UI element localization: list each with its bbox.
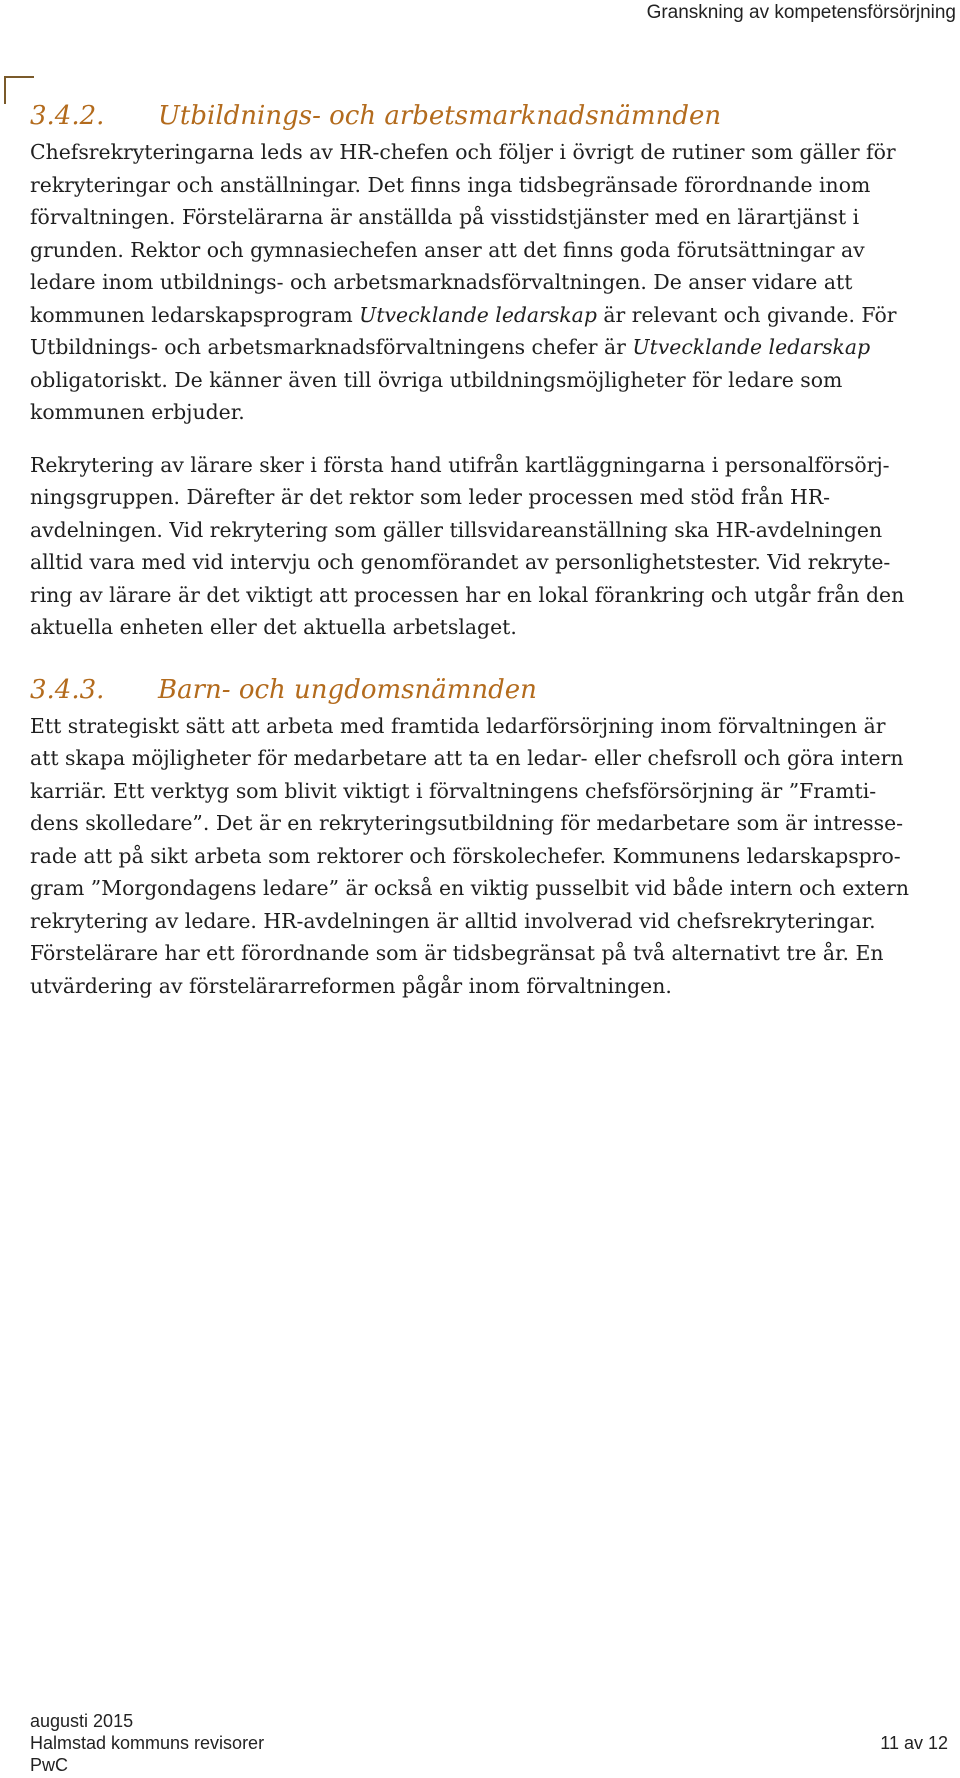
section-title: Utbildnings- och arbetsmarknadsnämnden [158,101,722,131]
text-line: grunden. Rektor och gymnasiechefen anser att det finns goda förutsättningar av [30,237,865,262]
text-line: kommunen erbjuder. [30,400,245,424]
text-line: gram ”Morgondagens ledare” är också en viktig pusselbit vid både intern och extern [30,876,909,900]
text-run: Utbildnings- och arbetsmarknadsförvaltningens chefer är [30,335,633,359]
footer-row [30,1732,948,1754]
text-line: rade att på sikt arbeta som rektorer och förskolechefer. Kommunens ledarskapspro- [30,843,901,868]
text-line: dens skolledare”. Det är en rekryteringsutbildning för medarbetare som är intresse- [30,811,904,835]
text-line: förvaltningen. Förstelärarna är anställda på visstidstjänster med en lärartjänst i [30,205,860,229]
text-line: Chefsrekryteringarna leds av HR-chefen och följer i övrigt de rutiner som gäller för [30,140,896,164]
text-line: att skapa möjligheter för medarbetare att ta en ledar- eller chefsroll och göra intern [30,746,904,770]
page-content [30,96,955,1002]
text-line: obligatoriskt. De känner även till övriga utbildningsmöjligheter för ledare som [30,367,843,392]
text-line: utvärdering av förstelärarreformen pågår inom förvaltningen. [30,973,672,998]
text-line: aktuella enheten eller det aktuella arbetslaget. [30,615,517,639]
text-line [30,331,955,364]
section-number: 3.4.2. [30,101,105,131]
section-title: Barn- och ungdomsnämnden [158,674,537,705]
running-header: Granskning av kompetensförsörjning [646,2,956,23]
paragraph [30,136,955,429]
section-number: 3.4.3. [30,674,105,705]
text-line: Förstelärare har ett förordnande som är tidsbegränsat på två alternativt tre år. En [30,941,884,965]
italic-program-name: Utvecklande ledarskap [359,302,597,327]
corner-mark [4,76,30,104]
text-line: Ett strategiskt sätt att arbeta med framtida ledarförsörjning inom förvaltningen är [30,713,886,738]
text-line: rekrytering av ledare. HR-avdelningen är alltid involverad vid chefsrekryteringar. [30,908,876,933]
paragraph [30,710,955,1003]
text-line: ningsgruppen. Därefter är det rektor som leder processen med stöd från HR- [30,485,831,509]
text-run: kommunen ledarskapsprogram [30,302,360,327]
paragraph [30,449,955,644]
footer-organization: Halmstad kommuns revisorer [30,1733,265,1753]
text-line: karriär. Ett verktyg som blivit viktigt i förvaltningens chefsförsörjning är ”Framti- [30,778,877,803]
text-line: ledare inom utbildnings- och arbetsmarknadsförvaltningen. De anser vidare att [30,270,853,294]
text-line: alltid vara med vid intervju och genomförandet av personlighetstester. Vid rekryte- [30,550,891,574]
section-heading-343 [30,670,955,710]
text-line [30,299,955,332]
page-number: 11 av 12 [880,1733,948,1753]
footer-firm: PwC [30,1755,69,1775]
text-run: är relevant och givande. För [596,302,897,327]
text-line: ring av lärare är det viktigt att processen har en lokal förankring och utgår från den [30,582,905,607]
italic-program-name: Utvecklande ledarskap [632,335,871,359]
text-line: avdelningen. Vid rekrytering som gäller tillsvidareanställning ska HR-avdelningen [30,517,883,542]
page-footer [30,1710,948,1776]
text-line: Rekrytering av lärare sker i första hand utifrån kartläggningarna i personalförsörj- [30,452,890,477]
text-line: rekryteringar och anställningar. Det finns inga tidsbegränsade förordnande inom [30,172,871,197]
footer-date: augusti 2015 [30,1711,134,1731]
section-heading-342 [30,96,955,136]
